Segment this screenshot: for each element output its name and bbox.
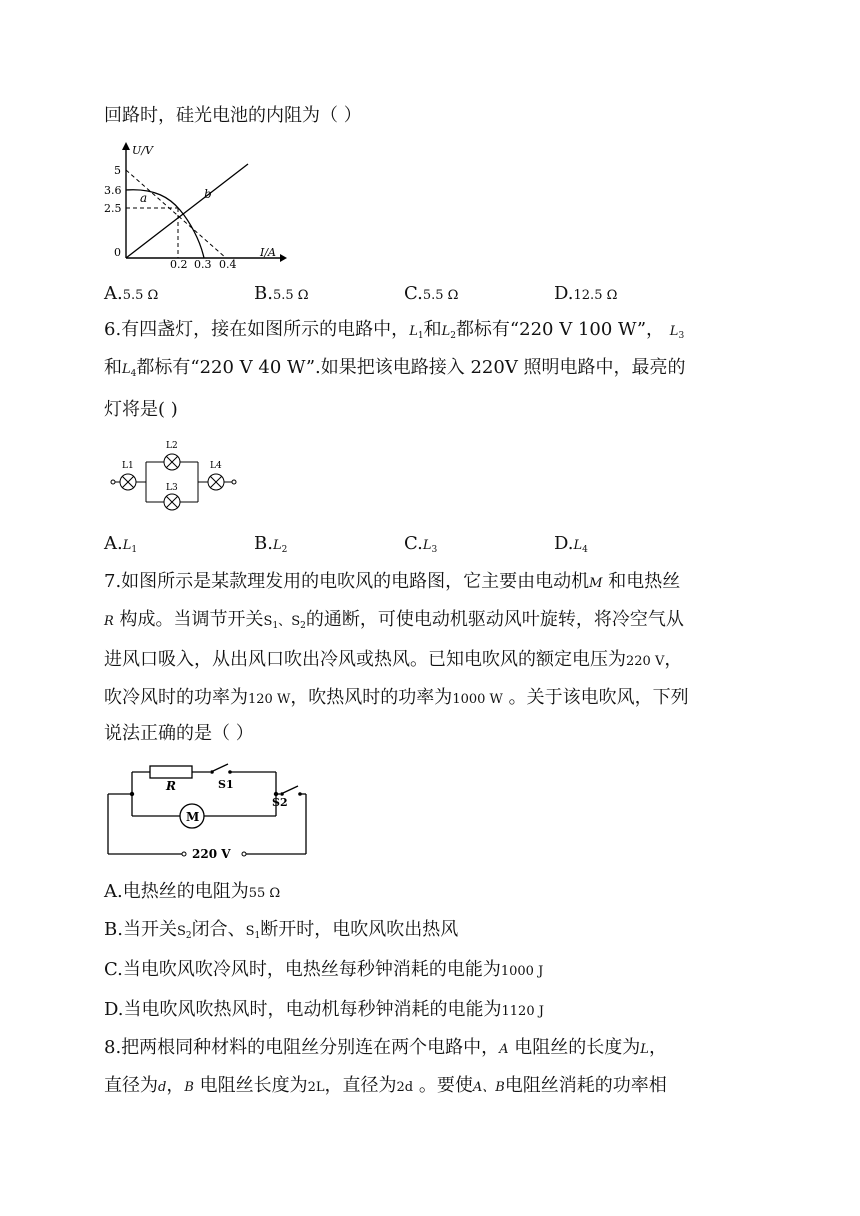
x-tick: 0.3 <box>194 258 212 270</box>
q6-option-d[interactable]: $D.L_4$ <box>554 533 588 555</box>
q5-option-c[interactable]: C.5.5 Ω <box>404 283 459 304</box>
resistor-label: R <box>166 779 176 793</box>
y-tick: 3.6 <box>104 184 122 197</box>
lamp-l4 <box>208 474 224 490</box>
q6-line1: 6.有四盏灯，接在如图所示的电路中，$L_1$和$L_2$都标有“220 V 100 W”， $L_3$ <box>104 319 685 341</box>
label-l2: L2 <box>166 441 178 451</box>
q6-option-c[interactable]: $C.L_3$ <box>404 533 438 555</box>
label-l3: L3 <box>166 483 178 493</box>
x-tick: 0.4 <box>219 258 237 270</box>
q8-line2: 直径为d，B 电阻丝长度为2L，直径为2d 。要使A、B电阻丝消耗的功率相 <box>104 1075 667 1096</box>
q6-lamp-circuit <box>108 432 248 522</box>
q7-line3: 进风口吸入，从出风口吹出冷风或热风。已知电吹风的额定电压为220 V， <box>104 649 683 670</box>
q7-option-b[interactable]: B.当开关$S_2$闭合、$S_1$断开时，电吹风吹出热风 <box>104 919 459 941</box>
y-axis-label: U/V <box>132 144 153 157</box>
line-b-label: b <box>204 187 212 201</box>
q7-option-a[interactable]: A.电热丝的电阻为55 Ω <box>104 881 281 902</box>
q5-option-a[interactable]: A.5.5 Ω <box>104 283 159 304</box>
q5-ui-graph <box>100 140 290 270</box>
q5-option-b[interactable]: B.5.5 Ω <box>254 283 309 304</box>
q6-line2: 和$L_4$都标有“220 V 40 W”.如果把该电路接入 220V 照明电路中，最亮的 <box>104 357 686 379</box>
q6-line3: 灯将是( ) <box>104 399 178 420</box>
q7-hairdryer-circuit <box>104 760 314 866</box>
q6-option-b[interactable]: $B.L_2$ <box>254 533 288 555</box>
q8-line1: 8.把两根同种材料的电阻丝分别连在两个电路中，A 电阻丝的长度为L， <box>104 1037 667 1058</box>
q5-option-d[interactable]: D.12.5 Ω <box>554 283 618 304</box>
q7-option-d[interactable]: D.当电吹风吹热风时，电动机每秒钟消耗的电能为1120 J <box>104 999 544 1020</box>
y-tick: 0 <box>114 246 121 259</box>
voltage-label: 220 V <box>192 847 231 861</box>
switch-s1-label: S1 <box>218 778 234 791</box>
y-tick: 2.5 <box>104 202 122 215</box>
q6-option-a[interactable]: $A.L_1$ <box>104 533 138 555</box>
switch-s2-label: S2 <box>272 796 288 809</box>
q7-line5: 说法正确的是（ ） <box>104 723 254 744</box>
q7-option-c[interactable]: C.当电吹风吹冷风时，电热丝每秒钟消耗的电能为1000 J <box>104 959 544 980</box>
q7-line1: 7.如图所示是某款理发用的电吹风的电路图，它主要由电动机M 和电热丝 <box>104 571 681 592</box>
motor-label: M <box>186 810 200 824</box>
label-l1: L1 <box>122 461 134 471</box>
curve-a-label: a <box>140 191 148 205</box>
y-tick: 5 <box>114 164 121 177</box>
q7-line4: 吹冷风时的功率为120 W，吹热风时的功率为1000 W 。关于该电吹风，下列 <box>104 687 689 708</box>
label-l4: L4 <box>210 461 222 471</box>
x-tick: 0.2 <box>170 258 188 270</box>
lamp-l3 <box>164 494 180 510</box>
q5-question-tail: 回路时，硅光电池的内阻为（ ） <box>104 105 362 126</box>
q7-line2: R 构成。当调节开关$S_1$、$S_2$的通断，可使电动机驱动风叶旋转，将冷空气从 <box>104 609 684 631</box>
lamp-l1 <box>120 474 136 490</box>
x-axis-label: I/A <box>260 246 276 259</box>
lamp-l2 <box>164 454 180 470</box>
